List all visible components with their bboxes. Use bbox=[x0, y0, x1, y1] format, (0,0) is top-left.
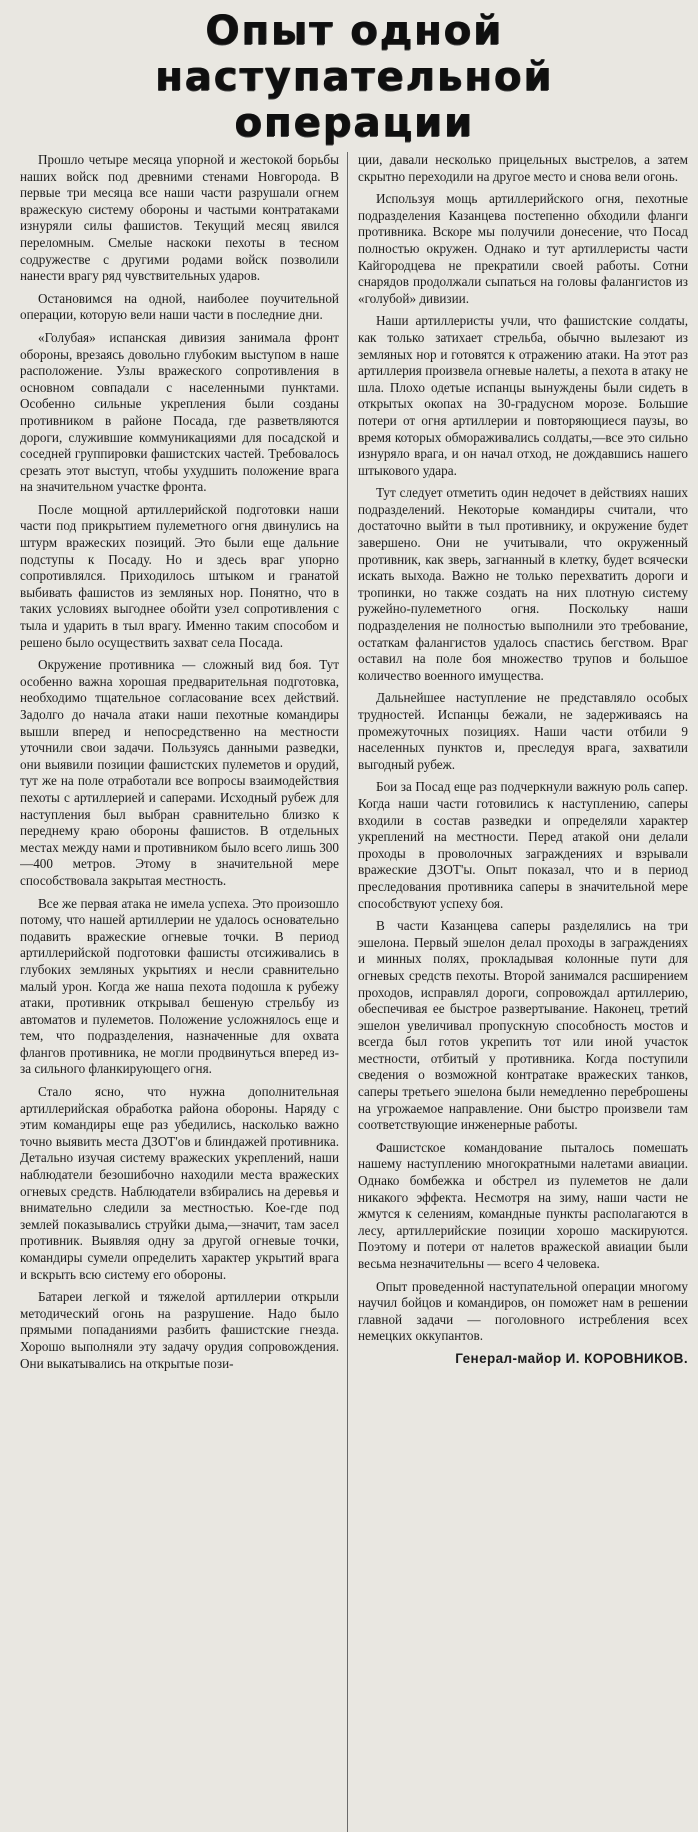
paragraph: Тут следует отметить один недочет в действиях наших подразделений. Некоторые командиры считали, что достаточно выйти в тыл противнику, и окружение будет завершено. Они не учитывали, что окруженный противник, как зверь, загнанный в клетку, будет всячески искать выхода. Важно не только перехватить дороги и тропинки, но также создать на них плотную систему ружейно-пулеметного огня. Поскольку наши подразделения не полностью выполнили это требование, остаткам фалангистов удалось спастись бегством. Враг оставил на поле боя множество трупов и большое количество военного имущества. bbox=[358, 485, 688, 683]
paragraph: Бои за Посад еще раз подчеркнули важную роль сапер. Когда наши части готовились к наступлению, саперы входили в состав разведки и определяли характер укреплений на местности. Перед атакой они делали проходы в проволочных заграждениях и взрывали вражеские ДЗОТ'ы. Опыт показал, что и в период преследования противника саперы в значительной мере способствуют успеху боя. bbox=[358, 779, 688, 911]
paragraph: Прошло четыре месяца упорной и жестокой борьбы наших войск под древними стенами Новгорода. В первые три месяца все наши части разрушали огнем вражескую систему обороны и частыми контратаками изнуряли силы фашистов. Текущий месяц явился переломным. Смелые наскоки пехоты в тесном содружестве с другими родами войск позволили нанести врагу ряд чувствительных ударов. bbox=[20, 152, 339, 284]
paragraph: В части Казанцева саперы разделялись на три эшелона. Первый эшелон делал проходы в заграждениях и минных полях, прокладывая колонные пути для огневых средств пехоты. Второй занимался расширением проходов, исправлял дороги, сопровождал артиллерию, обеспечивая ее быстрое развертывание. Наконец, третий эшелон увеличивал пропускную способность мостов и всегда был готов укрепить тот или иной участок местности, отбитый у противника. Когда поступили сведения о возможной контратаке вражеских танков, саперы третьего эшелона были немедленно переброшены на угрожаемое направление. Они быстро произвели там соответствующие инженерные работы. bbox=[358, 918, 688, 1133]
paragraph: Все же первая атака не имела успеха. Это произошло потому, что нашей артиллерии не удалось основательно подавить вражеские огневые точки. В период артиллерийской подготовки фашисты отсиживались в глубоких земляных укрытиях и несли сравнительно малый урон. Когда же наша пехота подошла к рубежу атаки, противник открывал бешеную стрельбу из автоматов и пулеметов. Положение усложнялось еще и тем, что подразделения, назначенные для охвата флангов противника, не могли продвинуться вперед из-за сильного фланкирующего огня. bbox=[20, 895, 339, 1077]
paragraph: Фашистское командование пыталось помешать нашему наступлению многократными налетами авиации. Однако бомбежка и обстрел из пулеметов не дали никакого эффекта. Несмотря на зиму, наши части не жмутся к селениям, командные пункты располагаются в лесу, артиллерийские позиции хорошо маскируются. Поэтому и потери от налетов вражеской авиации были весьма незначительны — всего 4 человека. bbox=[358, 1139, 688, 1271]
paragraph: Используя мощь артиллерийского огня, пехотные подразделения Казанцева постепенно обходили фланги противника. Вскоре мы получили донесение, что Посад полностью окружен. Однако и тут артиллеристы части Кайгородцева не прекратили своей работы. Сотни снарядов продолжали сыпаться на головы фалангистов из «голубой» дивизии. bbox=[358, 191, 688, 306]
paragraph: Наши артиллеристы учли, что фашистские солдаты, как только затихает стрельба, обычно вылезают из земляных нор и готовятся к отражению атаки. На этот раз артиллерия произвела огневые налеты, а пехота в атаку не шла. Плохо одетые испанцы вынуждены были сидеть в открытых окопах на 30-градусном морозе. Большие потери от огня артиллерии и повторяющиеся паузы, во время которых обмораживались солдаты,—все это сильно изнуряло врага, и он начал отход, не дождавшись нашего штыкового удара. bbox=[358, 313, 688, 478]
article-headline bbox=[20, 8, 688, 146]
paragraph-continuation: ции, давали несколько прицельных выстрелов, а затем скрытно переходили на другое место и снова вели огонь. bbox=[358, 152, 688, 184]
paragraph: Батареи легкой и тяжелой артиллерии открыли методический огонь на разрушение. Надо было прямыми попаданиями разбить фашистские гнезда. Хорошо выполняли эту задачу орудия сопровождения. Они выкатывались на открытые пози- bbox=[20, 1289, 339, 1371]
paragraph: Опыт проведенной наступательной операции многому научил бойцов и командиров, он поможет нам в решении главной задачи — поголовного истребления всех немецких оккупантов. bbox=[358, 1278, 688, 1344]
paragraph: После мощной артиллерийской подготовки наши части под прикрытием пулеметного огня двинулись на штурм вражеских позиций. Это были еще дальние подступы к Посаду. Но и здесь враг упорно сопротивлялся. Приходилось штыком и гранатой выбивать фашистов из земляных нор. Понятно, что в таких условиях выгоднее обойти узел сопротивления с тыла и ударить в тыл врагу. Именно таким способом и решено было осуществить захват села Посада. bbox=[20, 501, 339, 650]
right-column bbox=[348, 152, 688, 1832]
headline-line-1: Опыт одной наступательной bbox=[154, 8, 554, 100]
paragraph: Окружение противника — сложный вид боя. Тут особенно важна хорошая предварительная подготовка, необходимо тщательное согласование всех действий. Задолго до начала атаки наши пехотные командиры вышли вперед и непосредственно на местности уточнили свои задачи. Пользуясь данными разведки, они выявили позиции фашистских пулеметов и орудий, тут же на поле отработали все вопросы взаимодействия пехоты с артиллерией и саперами. Исходный рубеж для наступления был выбран сравнительно близко к переднему краю обороны фашистов. В отдельных местах между нами и противником было всего лишь 300—400 метров. Этому в значительной мере способствовала закрытая местность. bbox=[20, 657, 339, 888]
paragraph: Остановимся на одной, наиболее поучительной операции, которую вели наши части в последние дни. bbox=[20, 290, 339, 323]
paragraph: «Голубая» испанская дивизия занимала фронт обороны, врезаясь довольно глубоким выступом в наше расположение. Узлы вражеского сопротивления в основном совпадали с населенными пунктами. Особенно сильные укрепления были созданы противником в районе Посада, где разветвляются дороги, служившие коммуникациями для посадской и соседней группировки фашистских частей. Требовалось срезать этот выступ, чтобы ухудшить положение врага на значительном участке фронта. bbox=[20, 329, 339, 495]
author-signature: Генерал-майор И. КОРОВНИКОВ. bbox=[455, 1350, 688, 1366]
paragraph: Дальнейшее наступление не представляло особых трудностей. Испанцы бежали, не задерживаясь на промежуточных позициях. Наши части отбили 9 населенных пунктов и, преследуя врага, захватили выгодный рубеж. bbox=[358, 690, 688, 772]
left-column bbox=[20, 152, 348, 1832]
article-columns bbox=[20, 152, 688, 1832]
headline-line-2: операции bbox=[234, 100, 474, 146]
paragraph: Стало ясно, что нужна дополнительная артиллерийская обработка района обороны. Наряду с этим командиры еще раз убедились, насколько важно точно выявить места ДЗОТ'ов и блиндажей противника. Детально изучая систему вражеских укреплений, наши наблюдатели безошибочно находили места вражеских огневых средств. Наблюдатели взбирались на деревья и внимательно следили за местностью. Кое-где под землей показывались струйки дыма,—значит, там засел противник. Выявляя одну за другой огневые точки, командиры сумели определить характер укрытий врага и вскрыть всю систему его обороны. bbox=[20, 1084, 339, 1282]
